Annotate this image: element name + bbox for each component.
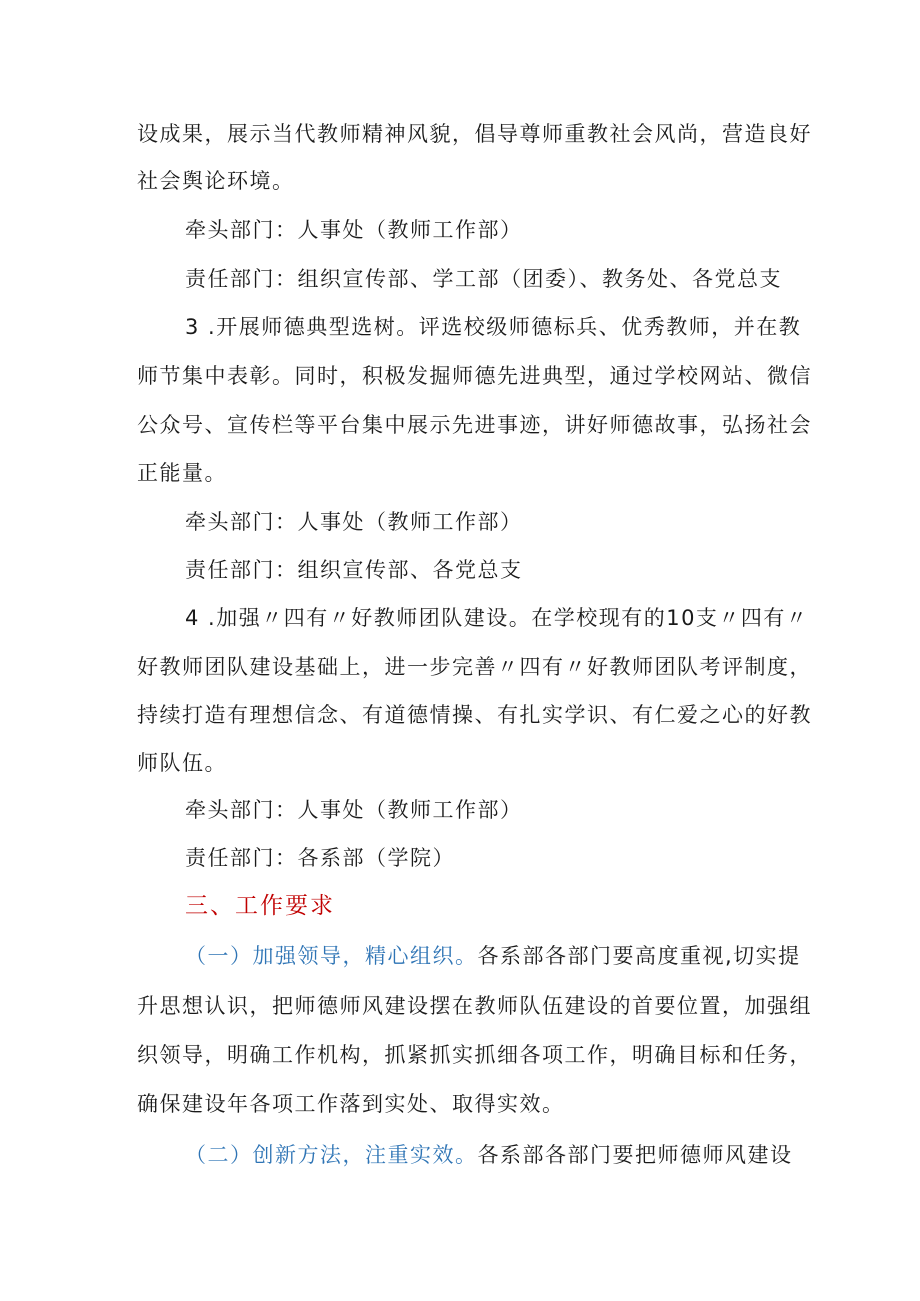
paragraph-line: 升思想认识，把师德师风建设摆在教师队伍建设的首要位置，加强组 (137, 994, 812, 1018)
item2-title: （二）创新方法，注重实效。 (185, 1143, 478, 1167)
item1-title: （一）加强领导，精心组织。 (185, 944, 478, 968)
paragraph-line: 3 .开展师德典型选树。评选校级师德标兵、优秀教师，并在教 (185, 315, 802, 339)
responsible-department-line: 责任部门：组织宣传部、学工部（团委）、教务处、各党总支 (185, 267, 782, 291)
paragraph-line: 4 .加强〃四有〃好教师团队建设。在学校现有的10支〃四有〃 (185, 606, 809, 630)
paragraph-line: 持续打造有理想信念、有道德情操、有扎实学识、有仁爱之心的好教 (137, 703, 812, 727)
paragraph-line: 织领导，明确工作机构，抓紧抓实抓细各项工作，明确目标和任务， (137, 1043, 812, 1067)
paragraph-line: 公众号、宣传栏等平台集中展示先进事迹，讲好师德故事，弘扬社会 (137, 413, 812, 437)
section-heading: 三、工作要求 (185, 893, 335, 919)
responsible-department-line: 责任部门：各系部（学院） (185, 846, 455, 870)
paragraph-line: 师节集中表彰。同时，积极发掘师德先进典型，通过学校网站、微信 (137, 364, 812, 388)
paragraph-line: 设成果，展示当代教师精神风貌，倡导尊师重教社会风尚，营造良好 (137, 122, 812, 146)
paragraph-line: 正能量。 (137, 461, 227, 485)
responsible-department-line: 责任部门：组织宣传部、各党总支 (185, 558, 523, 582)
lead-department-line: 牵头部门：人事处（教师工作部） (185, 798, 523, 822)
paragraph-line: 好教师团队建设基础上，进一步完善〃四有〃好教师团队考评制度， (137, 655, 812, 679)
paragraph-line: 社会舆论环境。 (137, 169, 295, 193)
paragraph-line: 师队伍。 (137, 751, 227, 775)
lead-department-line: 牵头部门：人事处（教师工作部） (185, 218, 523, 242)
paragraph-line: 确保建设年各项工作落到实处、取得实效。 (137, 1092, 565, 1116)
item2-text: 各系部各部门要把师德师风建设 (477, 1143, 793, 1167)
item1-text: 各系部各部门要高度重视,切实提 (477, 944, 801, 968)
item2-first-line (185, 1140, 793, 1170)
item1-first-line (185, 941, 801, 971)
lead-department-line: 牵头部门：人事处（教师工作部） (185, 510, 523, 534)
